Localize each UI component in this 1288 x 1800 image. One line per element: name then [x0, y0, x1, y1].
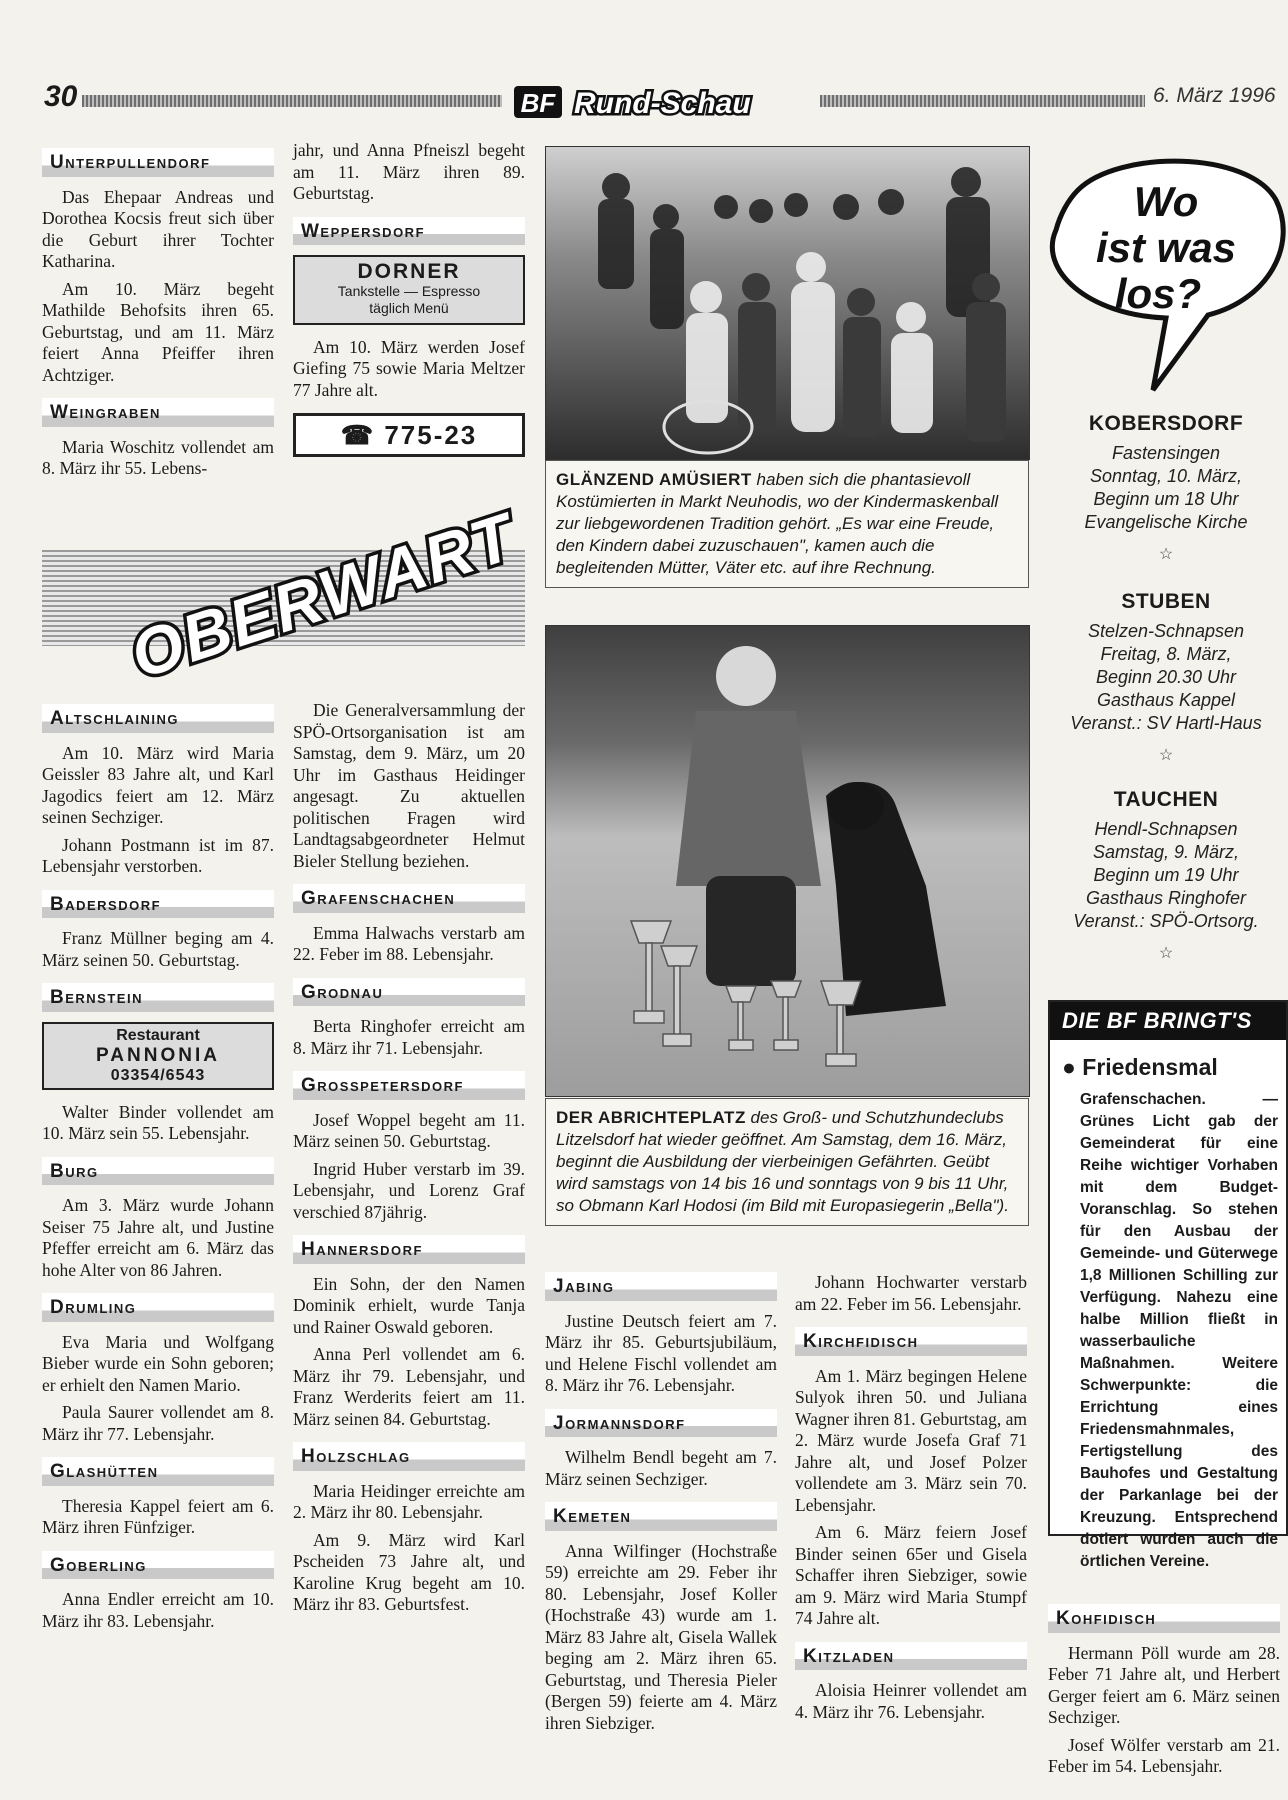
paragraph: Eva Maria und Wolfgang Bieber wurde ein Sohn geboren; er erhielt den Namen Mario. [42, 1331, 274, 1395]
place-heading: Jabing [545, 1272, 777, 1301]
paragraph: Johann Hochwarter verstarb am 22. Feber im 56. Lebensjahr. [795, 1272, 1027, 1314]
event-line: Hendl-Schnapsen [1094, 819, 1238, 839]
event-place: TAUCHEN [1113, 788, 1219, 811]
place-heading: Altschlaining [42, 704, 274, 733]
bf-box-heading: DIE BF BRINGT'S [1050, 1002, 1286, 1040]
paragraph: Justine Deutsch feiert am 7. März ihr 85. Geburtsjubiläum, und Helene Fischl vollendet am 8. März ihr 76. Lebensjahr. [545, 1310, 777, 1395]
event-place: KOBERSDORF [1088, 412, 1244, 435]
caption-lead: DER ABRICHTEPLATZ [556, 1108, 746, 1127]
paragraph: Franz Müllner beging am 4. März seinen 50. Geburtstag. [42, 928, 274, 970]
event-line: Beginn um 18 Uhr [1093, 489, 1239, 509]
place-heading: Unterpullendorf [42, 148, 274, 177]
rund-schau-logo [514, 82, 806, 122]
place-heading: Grosspetersdorf [293, 1071, 525, 1100]
place-heading: Goberling [42, 1551, 274, 1580]
oberwart-banner [100, 480, 524, 693]
paragraph: Am 1. März begingen Helene Sulyok ihren 50. und Juliana Wagner ihren 81. Geburtstag, am 2. März wurde Josefa Graf 71 Jahre alt, und Josef Polzer vollendete am 3. März sein 70. Lebensjahr. [795, 1365, 1027, 1515]
paragraph: Paula Saurer vollendet am 8. März ihr 77. Lebensjahr. [42, 1402, 274, 1444]
event-line: Samstag, 9. März, [1092, 842, 1240, 862]
column-4 [795, 1272, 1027, 1729]
event-line: Fastensingen [1111, 443, 1221, 463]
bf-box-text: Grafenschachen. — Grünes Licht gab der Gemeinderat für eine Reihe wichtiger Vorhaben mit dem Budget-Voranschlag. So stehen für den Ausbau der Gemeinde- und Güterwege 1,8 Millionen Schilling zur Verfügung. Nahezu eine halbe Million fließt in wasserbauliche Maßnahmen. Weitere Schwerpunkte: die Errichtung eines Friedensmahnmales, Fertigstellung des Bauhofes und Gestaltung der Parkanlage bei der Kreuzung. Entsprechend dotiert wurden auch die örtlichen Vereine. [1080, 1091, 1278, 1570]
event-line: Beginn 20.30 Uhr [1095, 667, 1237, 687]
event-line: Stelzen-Schnapsen [1087, 621, 1245, 641]
event-line: Gasthaus Kappel [1096, 690, 1236, 710]
paragraph: Maria Heidinger erreichte am 2. März ihr 80. Lebensjahr. [293, 1480, 525, 1522]
paragraph: Hermann Pöll wurde am 28. Feber 71 Jahre alt, und Herbert Gerger feiert am 6. März seinen Sechziger. [1048, 1642, 1280, 1727]
place-heading: Glashütten [42, 1457, 274, 1486]
page-number: 30 [44, 80, 78, 113]
column-2-top [293, 140, 525, 469]
event-line: Veranst.: SV Hartl-Haus [1070, 713, 1262, 733]
pannonia-ad [42, 1022, 274, 1090]
svg-text:BF: BF [520, 88, 556, 118]
photo-caption-1 [545, 460, 1029, 588]
bf-box-title-text: Friedensmal [1082, 1054, 1218, 1080]
event-line: Sonntag, 10. März, [1089, 466, 1243, 486]
bf-box-title: ● Friedensmal [1062, 1054, 1218, 1080]
paragraph: Am 10. März wird Maria Geissler 83 Jahre alt, und Karl Jagodics feiert am 12. März seinen Sechziger. [42, 742, 274, 827]
place-heading: Kemeten [545, 1502, 777, 1531]
place-heading: Grodnau [293, 978, 525, 1007]
paragraph: Theresia Kappel feiert am 6. März ihren Fünfziger. [42, 1495, 274, 1537]
ad-line: Restaurant [116, 1026, 200, 1044]
place-heading: Bernstein [42, 983, 274, 1012]
paragraph: Berta Ringhofer erreicht am 8. März ihr 71. Lebensjahr. [293, 1016, 525, 1058]
column-kohfidisch [1048, 1604, 1280, 1784]
caption-text: haben sich die phantasievoll Kostümierten in Markt Neuhodis, wo der Kindermaskenball zur liebgewordenen Tradition gehört. „Es war eine Freude, den Kindern dabei zuzuschauen", kamen auch die begleitenden Mütter, Väter etc. auf ihre Rechnung. [556, 470, 999, 577]
ad-line: täglich Menü [369, 299, 449, 316]
paragraph: Anna Perl vollendet am 6. März ihr 79. Lebensjahr, und Franz Werderits feiert am 11. März seinen 84. Geburtstag. [293, 1344, 525, 1429]
event-tauchen [1048, 788, 1284, 973]
star-separator: ☆ [1158, 546, 1174, 563]
paragraph: Am 3. März wurde Johann Seiser 75 Jahre alt, und Justine Pfeffer erreicht am 6. März das hohe Alter von 86 Jahren. [42, 1195, 274, 1280]
place-heading: Hannersdorf [293, 1235, 525, 1264]
dorner-ad [293, 255, 525, 325]
photo-kindermaskenball [545, 146, 1030, 460]
place-heading: Burg [42, 1157, 274, 1186]
paragraph: Walter Binder vollendet am 10. März sein 55. Lebensjahr. [42, 1101, 274, 1143]
caption-lead: GLÄNZEND AMÜSIERT [556, 470, 752, 489]
paragraph: Ingrid Huber verstarb im 39. Lebensjahr, und Lorenz Graf verschied 87jährig. [293, 1158, 525, 1222]
ad-name: DORNER [357, 260, 461, 283]
column-1-top [42, 148, 274, 486]
photo-caption-2 [545, 1098, 1029, 1226]
paragraph: jahr, und Anna Pfneiszl begeht am 11. März ihren 89. Geburtstag. [293, 140, 525, 203]
ad-name: PANNONIA [96, 1044, 220, 1066]
header-rule-left [82, 95, 502, 107]
paragraph: Ein Sohn, der den Namen Dominik erhielt, wurde Tanja und Rainer Oswald geboren. [293, 1273, 525, 1337]
event-line: Beginn um 19 Uhr [1093, 865, 1239, 885]
svg-text:ist was: ist was [1095, 224, 1237, 271]
paragraph: Maria Woschitz vollendet am 8. März ihr 55. Lebens- [42, 436, 274, 478]
place-heading: Weppersdorf [293, 217, 525, 246]
paragraph: Anna Endler erreicht am 10. März ihr 83. Lebensjahr. [42, 1589, 274, 1631]
paragraph: Am 10. März begeht Mathilde Behofsits ihren 65. Geburtstag, und am 11. März feiert Anna Pfeiffer ihren Achtziger. [42, 278, 274, 385]
svg-text:OBERWART: OBERWART [121, 498, 524, 693]
phone-ad: ☎ 775-23 [293, 413, 525, 457]
header-rule-right [820, 95, 1145, 107]
ad-phone: 03354/6543 [110, 1066, 206, 1084]
star-separator: ☆ [1158, 747, 1174, 764]
paragraph: Aloisia Heinrer vollendet am 4. März ihr 76. Lebensjahr. [795, 1680, 1027, 1722]
place-heading: Weingraben [42, 398, 274, 427]
column-2-bottom [293, 700, 525, 1622]
column-3 [545, 1272, 777, 1740]
caption-text: des Groß- und Schutzhundeclubs Litzelsdorf hat wieder geöffnet. Am Samstag, dem 16. März, beginnt die Ausbildung der vierbeinigen Gefährten. Geübt wird samstags von 14 bis 16 und sonntags von 9 bis 11 Uhr, so Obmann Karl Hodosi (im Bild mit Europasiegerin „Bella"). [556, 1108, 1009, 1215]
photo-abrichteplatz [545, 625, 1030, 1097]
paragraph: Josef Woppel begeht am 11. März seinen 50. Geburtstag. [293, 1109, 525, 1151]
event-line: Freitag, 8. März, [1100, 644, 1232, 664]
svg-text:Rund-Schau: Rund-Schau [574, 87, 751, 120]
ad-line: Tankstelle — Espresso [337, 282, 481, 299]
event-line: Veranst.: SPÖ-Ortsorg. [1073, 911, 1259, 931]
event-line: Gasthaus Ringhofer [1085, 888, 1247, 908]
paragraph: Johann Postmann ist im 87. Lebensjahr verstorben. [42, 834, 274, 876]
paragraph: Am 10. März werden Josef Giefing 75 sowie Maria Meltzer 77 Jahre alt. [293, 336, 525, 400]
bf-bringts-box [1048, 1000, 1288, 1570]
place-heading: Drumling [42, 1293, 274, 1322]
paragraph: Emma Halwachs verstarb am 22. Feber im 88. Lebensjahr. [293, 922, 525, 964]
wo-ist-was-los-bubble [1048, 150, 1284, 400]
paragraph: Josef Wölfer verstarb am 21. Feber im 54. Lebensjahr. [1048, 1734, 1280, 1776]
issue-date: 6. März 1996 [1153, 84, 1276, 107]
event-stuben [1048, 590, 1284, 775]
svg-text:los?: los? [1114, 270, 1202, 317]
place-heading: Badersdorf [42, 890, 274, 919]
place-heading: Kitzladen [795, 1642, 1027, 1671]
paragraph: Wilhelm Bendl begeht am 7. März seinen Sechziger. [545, 1447, 777, 1489]
place-heading: Kirchfidisch [795, 1327, 1027, 1356]
place-heading: Kohfidisch [1048, 1604, 1280, 1633]
event-kobersdorf [1048, 412, 1284, 574]
paragraph: Am 6. März feiern Josef Binder seinen 65er und Gisela Schaffer ihren Siebziger, sowie am 9. März wird Maria Stumpf 74 Jahre alt. [795, 1522, 1027, 1628]
star-separator: ☆ [1158, 945, 1174, 962]
place-heading: Holzschlag [293, 1442, 525, 1471]
place-heading: Jormannsdorf [545, 1409, 777, 1438]
column-1-bottom [42, 704, 274, 1638]
paragraph: Am 9. März wird Karl Pscheiden 73 Jahre alt, und Karoline Krug begeht am 10. März ihr 83. Geburtsfest. [293, 1529, 525, 1614]
event-line: Evangelische Kirche [1084, 512, 1248, 532]
paragraph: Das Ehepaar Andreas und Dorothea Kocsis freut sich über die Geburt ihrer Tochter Katharina. [42, 186, 274, 271]
event-place: STUBEN [1121, 590, 1211, 613]
place-heading: Grafenschachen [293, 884, 525, 913]
paragraph: Anna Wilfinger (Hochstraße 59) erreichte am 29. Feber ihr 80. Lebensjahr, Josef Koller (Hochstraße 43) wurde am 1. März 83 Jahre alt, Gisela Wallek beging am 2. März ihren 65. Geburtstag, und Theresia Pieler (Bergen 59) feierte am 4. März ihren Siebziger. [545, 1540, 777, 1733]
svg-text:Wo: Wo [1133, 178, 1199, 225]
paragraph: Die Generalversammlung der SPÖ-Ortsorganisation ist am Samstag, dem 9. März, um 20 Uhr im Gasthaus Heidinger angesagt. Zu aktuellen politischen Fragen wird Landtagsabgeordneter Helmut Bieler Stellung beziehen. [293, 700, 525, 871]
